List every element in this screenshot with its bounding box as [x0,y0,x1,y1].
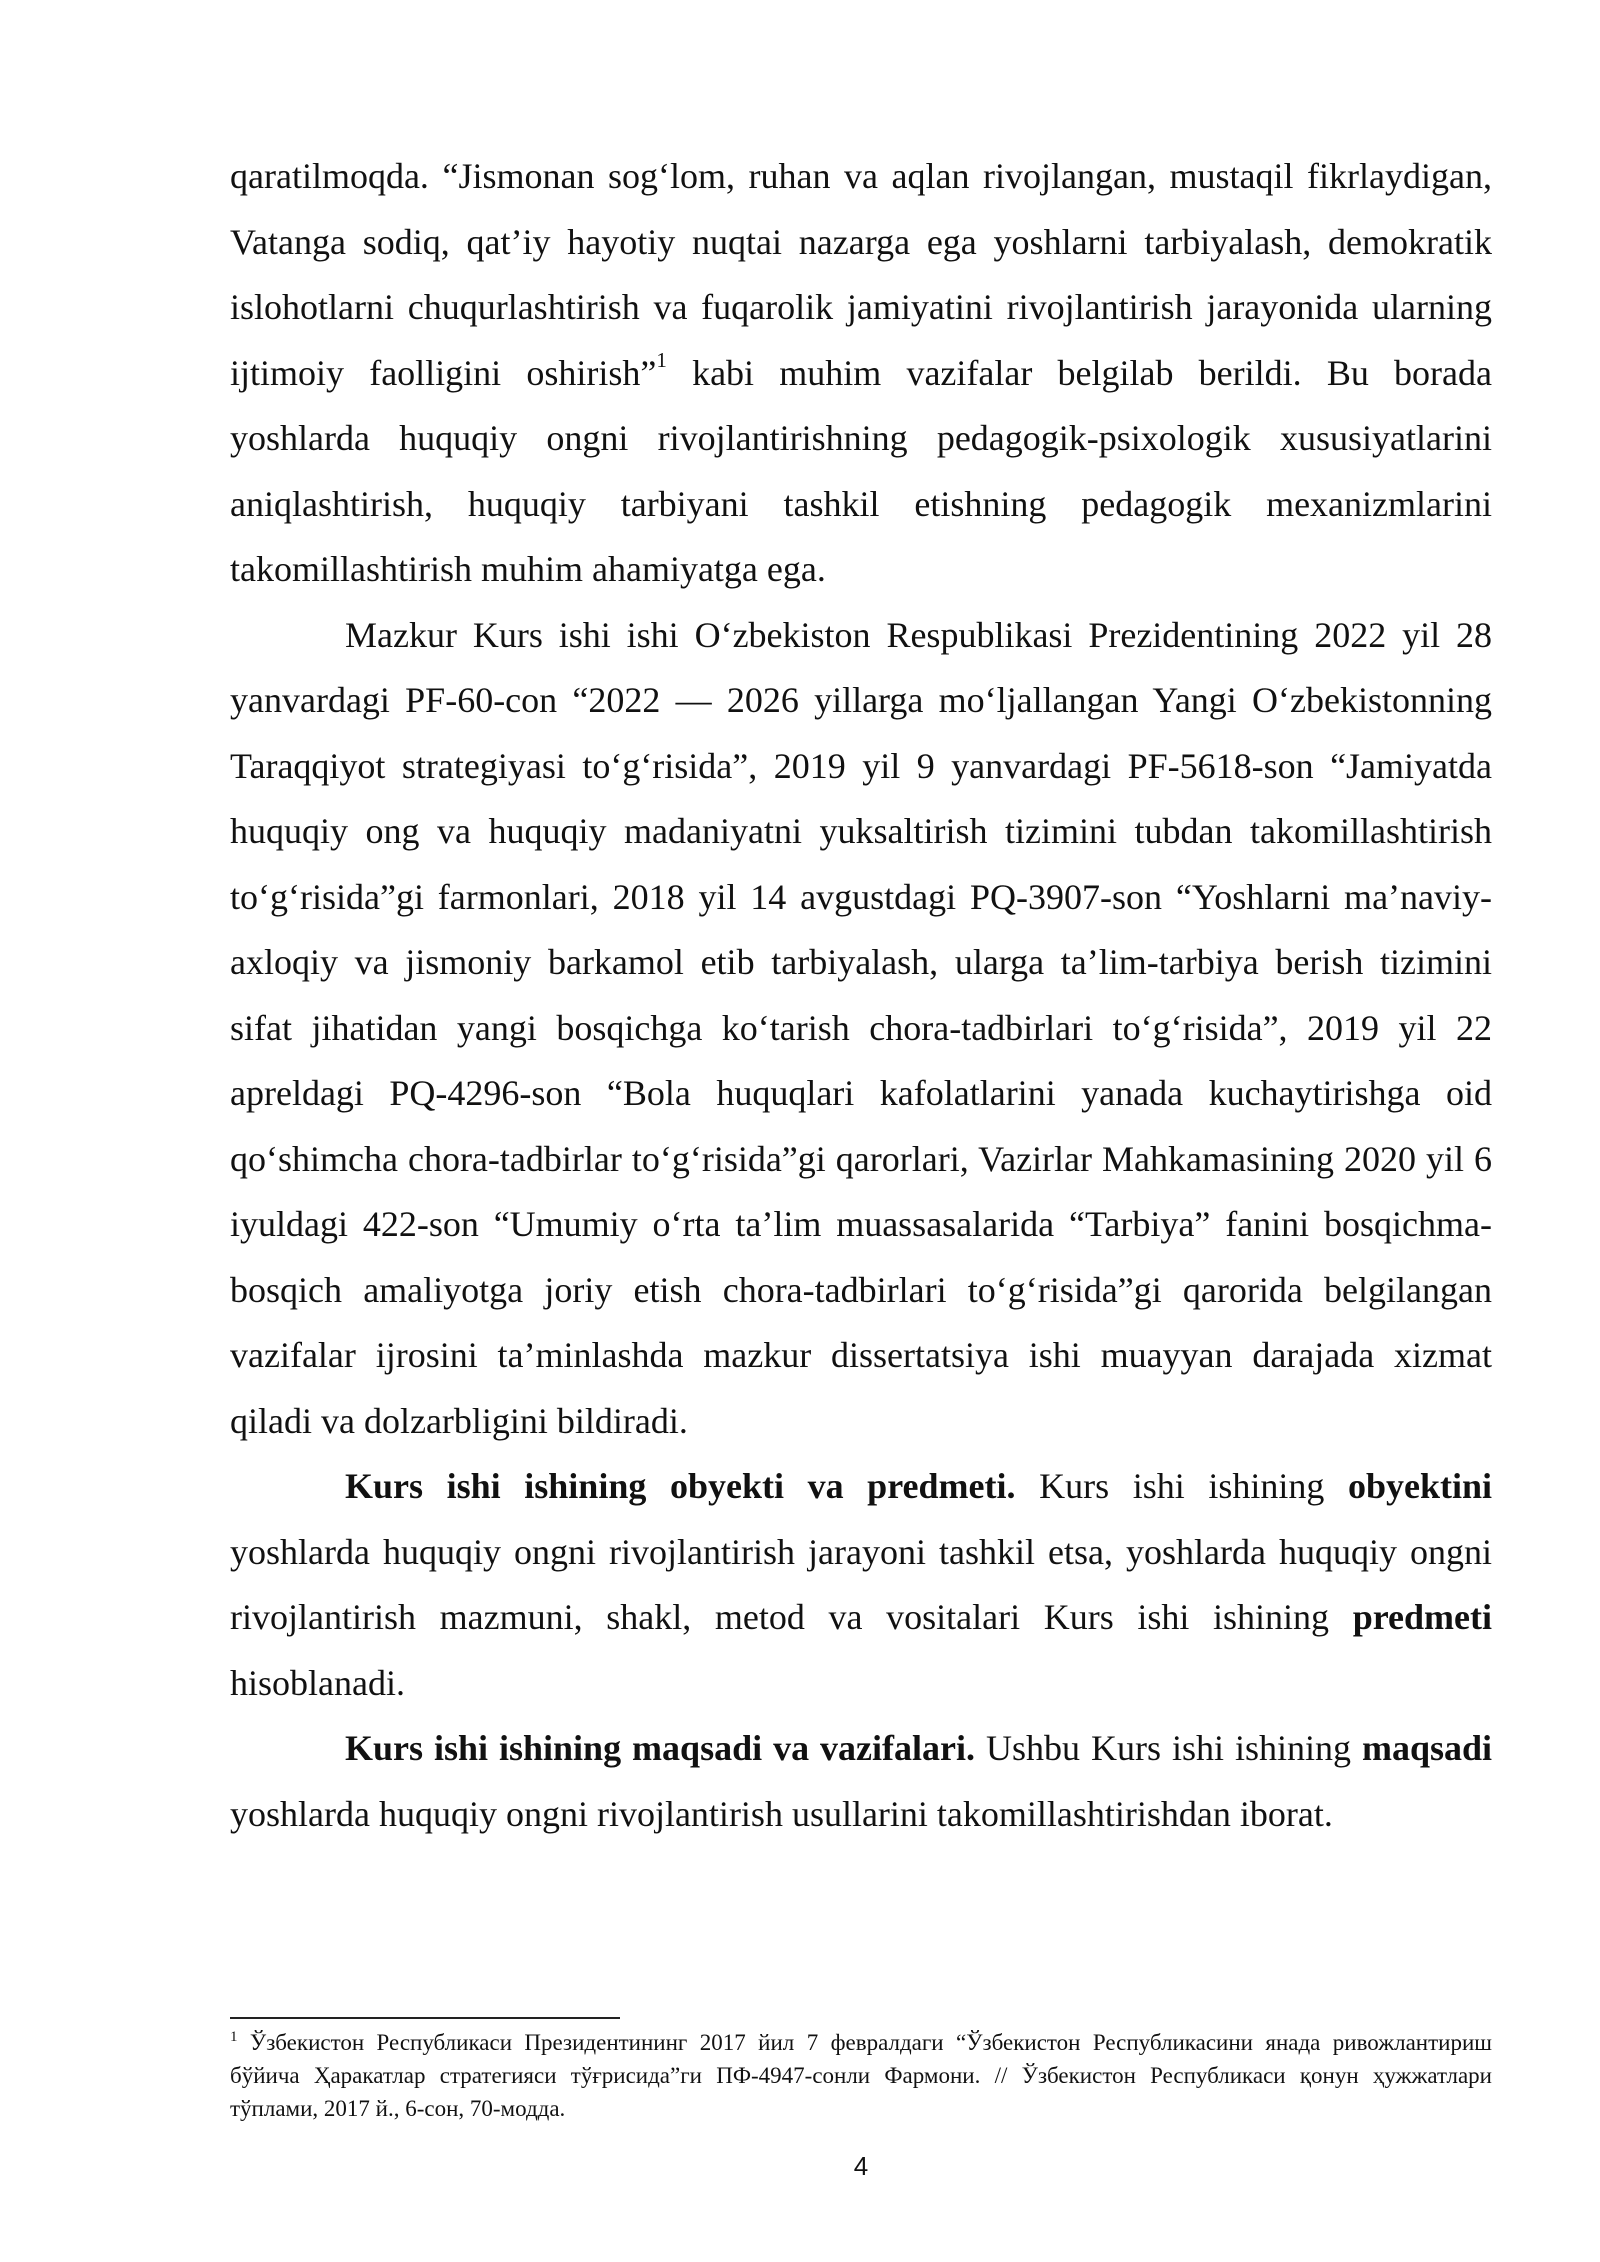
paragraph-text: qaratilmoqda. “Jismonan sog‘lom, ruhan va aqlan rivojlangan, mustaqil fikrlaydigan, Vatanga sodiq, qat’iy hayotiy nuqtai nazarga ega yoshlarni tarbiyalash, demokratik islohotlarni chuqurlashtirish va fuqarolik jamiyatini rivojlantirish jarayonida ularning ijtimoiy faolligini oshirish” [230,156,1492,393]
footnote [230,2026,1492,2125]
footnote-mark: 1 [230,2029,238,2045]
footnote-reference[interactable]: 1 [656,347,667,372]
paragraph-text: yoshlarda huquqiy ongni rivojlantirish jarayoni tashkil etsa, yoshlarda huquqiy ongni rivojlantirish mazmuni, shakl, metod va vositalari Kurs ishi ishining [230,1531,1492,1637]
paragraph-text: Mazkur Kurs ishi ishi O‘zbekiston Respublikasi Prezidentining 2022 yil 28 yanvardagi PF-60-con “2022 — 2026 yillarga mo‘ljallangan Yangi O‘zbekistonning Taraqqiyot strategiyasi to‘g‘risida”, 2019 yil 9 yanvardagi PF-5618-son “Jamiyatda huquqiy ong va huquqiy madaniyatni yuksaltirish tizimini tubdan takomillashtirish to‘g‘risida”gi farmonlari, 2018 yil 14 avgustdagi PQ-3907-son “Yoshlarni ma’naviy-axloqiy va jismoniy barkamol etib tarbiyalash, ularga ta’lim-tarbiya berish tizimini sifat jihatidan yangi bosqichga ko‘tarish chora-tadbirlari to‘g‘risida”, 2019 yil 22 apreldagi PQ-4296-son “Bola huquqlari kafolatlarini yanada kuchaytirishga oid qo‘shimcha chora-tadbirlar to‘g‘risida”gi qarorlari, Vazirlar Mahkamasining 2020 yil 6 iyuldagi 422-son “Umumiy o‘rta ta’lim muassasalarida “Tarbiya” fanini bosqichma-bosqich amaliyotga joriy etish chora-tadbirlari to‘g‘risida”gi qarorida belgilangan vazifalar ijrosini ta’minlashda mazkur dissertatsiya ishi muayyan darajada xizmat qiladi va dolzarbligini bildiradi. [230,614,1492,1441]
footnote-text: Ўзбекистон Республикаси Президентининг 2017 йил 7 февралдаги “Ўзбекистон Республикасини янада ривожлантириш бўйича Ҳаракатлар стратегияси тўғрисида”ги ПФ-4947-сонли Фармони. // Ўзбекистон Республикаси қонун ҳужжатлари тўплами, 2017 й., 6-сон, 70-модда. [230,2030,1492,2121]
bold-term-subject: predmeti [1352,1597,1492,1637]
paragraph-text: yoshlarda huquqiy ongni rivojlantirish usullarini takomillashtirishdan iborat. [230,1793,1333,1834]
bold-term-goal: maqsadi [1361,1728,1492,1768]
section-heading-object-subject: Kurs ishi ishining obyekti va predmeti. [345,1466,1016,1506]
page-number: 4 [853,2151,869,2181]
bold-term-object: obyektini [1347,1466,1492,1506]
paragraph-object-subject [230,1454,1492,1716]
paragraph-legal-basis [230,603,1492,1455]
paragraph-text: Kurs ishi ishining [1015,1466,1348,1506]
paragraph-text: hisoblanadi. [230,1662,405,1703]
paragraph-intro [230,144,1492,603]
paragraph-text: Ushbu Kurs ishi ishining [975,1728,1362,1768]
paragraph-text: kabi muhim vazifalar belgilab berildi. Bu borada yoshlarda huquqiy ongni rivojlantirishning pedagogik-psixologik xususiyatlarini aniqlashtirish, huquqiy tarbiyani tashkil etishning pedagogik mexanizmlarini takomillashtirish muhim ahamiyatga ega. [230,352,1492,589]
footnote-separator [230,2017,620,2019]
document-body [230,144,1492,1847]
paragraph-goal-tasks [230,1716,1492,1847]
section-heading-goal-tasks: Kurs ishi ishining maqsadi va vazifalari. [345,1728,976,1768]
